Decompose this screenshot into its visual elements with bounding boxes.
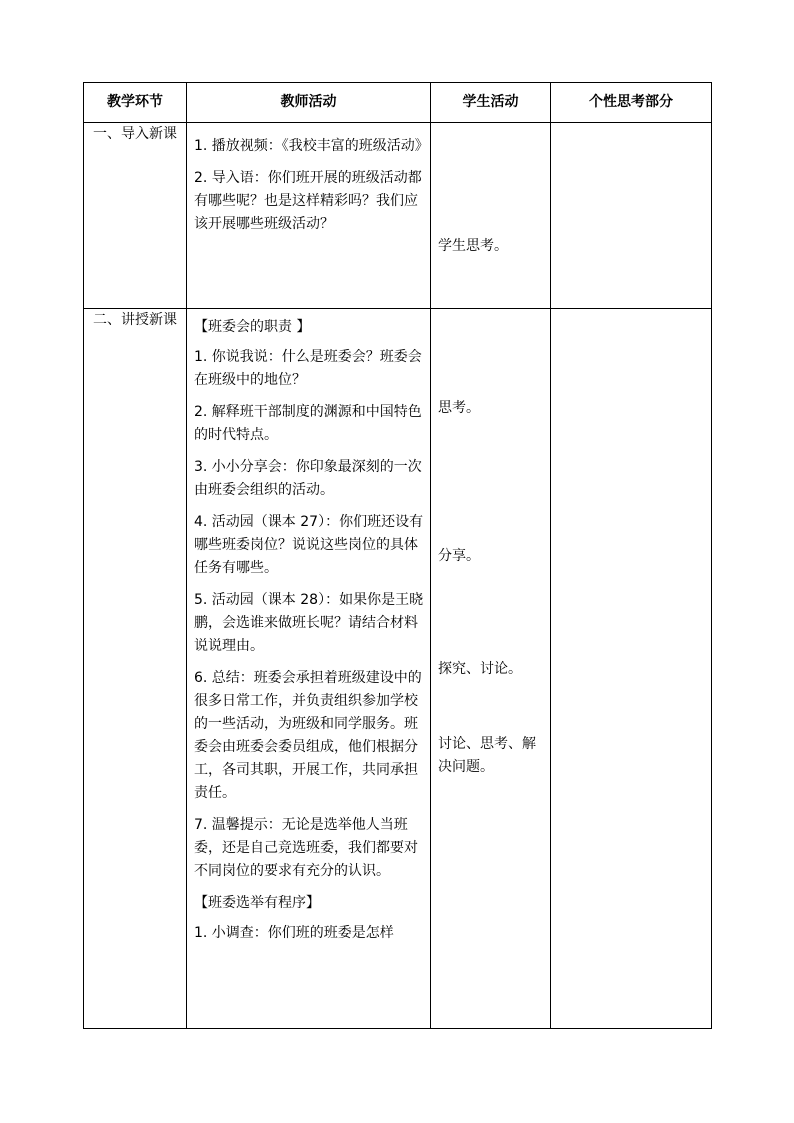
header-teacher-activity: 教师活动: [187, 83, 431, 123]
student-item: 探究、讨论。: [438, 661, 522, 677]
teacher-activity-cell: [187, 123, 431, 309]
student-item: 分享。: [438, 548, 480, 564]
header-student-activity: 学生活动: [431, 83, 551, 123]
stage-cell: 二、讲授新课: [84, 309, 187, 1029]
teacher-item: 7. 温馨提示：无论是选举他人当班委，还是自己竞选班委，我们都要对不同岗位的要求有充分的认识。: [194, 817, 418, 879]
header-stage: 教学环节: [84, 83, 187, 123]
teacher-item: 1. 播放视频：《我校丰富的班级活动》: [194, 138, 429, 154]
teacher-item: 2. 解释班干部制度的渊源和中国特色的时代特点。: [194, 404, 422, 443]
table-row: [84, 309, 712, 1029]
student-activity-cell: [431, 123, 551, 309]
student-item: 讨论、思考、解决问题。: [438, 736, 536, 775]
student-item: 学生思考。: [438, 238, 508, 254]
teacher-activity-cell: [187, 309, 431, 1029]
teacher-item: 1. 你说我说：什么是班委会？班委会在班级中的地位？: [194, 349, 422, 388]
teacher-item: 3. 小小分享会：你印象最深刻的一次由班委会组织的活动。: [194, 459, 422, 498]
teacher-item: 5. 活动园（课本 28）：如果你是王晓鹏，会选谁来做班长呢？请结合材料说说理由。: [194, 592, 424, 654]
table-row: [84, 123, 712, 309]
student-item: 思考。: [438, 400, 480, 416]
student-activity-cell: [431, 309, 551, 1029]
table-header-row: [84, 83, 712, 123]
stage-cell: 一、导入新课: [84, 123, 187, 309]
teacher-item: 1. 小调查：你们班的班委是怎样: [194, 925, 394, 941]
section-heading: 【班委会的职责 】: [194, 319, 311, 335]
teacher-item: 2. 导入语：你们班开展的班级活动都有哪些呢？也是这样精彩吗？我们应该开展哪些班级活动？: [194, 170, 422, 232]
personal-reflection-cell: [551, 309, 712, 1029]
teacher-item: 6. 总结：班委会承担着班级建设中的很多日常工作，并负责组织参加学校的一些活动，为班级和同学服务。班委会由班委会委员组成，他们根据分工，各司其职，开展工作，共同承担责任。: [194, 670, 422, 801]
teacher-item: 4. 活动园（课本 27）：你们班还设有哪些班委岗位？说说这些岗位的具体任务有哪些。: [194, 514, 424, 576]
lesson-plan-table: [83, 82, 712, 1029]
section-heading: 【班委选举有程序】: [194, 895, 320, 911]
personal-reflection-cell: [551, 123, 712, 309]
header-personal-reflection: 个性思考部分: [551, 83, 712, 123]
